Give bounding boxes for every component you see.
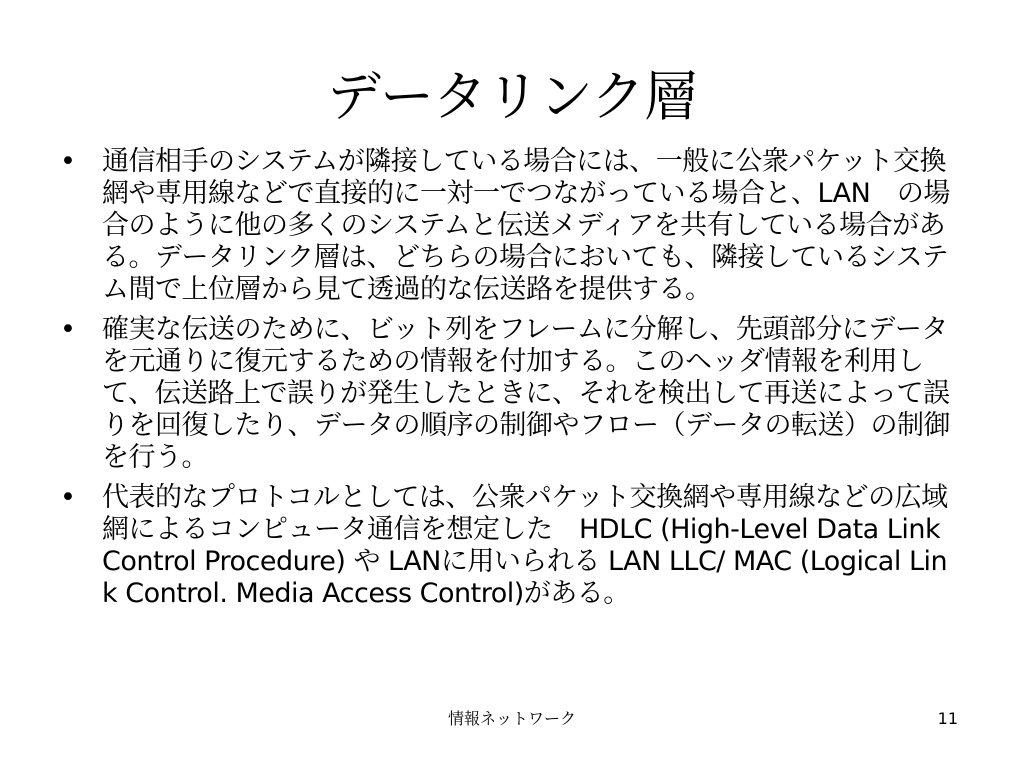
bullet-text-3: 代表的なプロトコルとしては、公衆パケット交換網や専用線などの広域網によるコンピュータ通信を想定した HDLC (High-Level Data Link Control Procedure) や LANに用いられる LAN LLC/ MAC (Logical Link Control. Media Access Control)がある。 (102, 482, 948, 609)
footer-course-title: 情報ネットワーク (447, 709, 576, 728)
footer-page-number: 11 (937, 709, 958, 728)
bullet-item-2 (58, 314, 958, 474)
slide-title: データリンク層 (327, 65, 697, 128)
bullet-dot-icon: • (60, 314, 76, 345)
bullet-item-3 (58, 482, 958, 610)
bullet-text-1: 通信相手のシステムが隣接している場合には、一般に公衆パケット交換網や専用線などで直接的に一対一でつながっている場合と、LAN の場合のように他の多くのシステムと伝送メディアを共有している場合がある。データリンク層は、どちらの場合においても、隣接しているシステム間で上位層から見て透過的な伝送路を提供する。 (102, 146, 950, 305)
bullet-item-1 (58, 146, 958, 306)
bullet-dot-icon: • (60, 146, 76, 177)
bullet-text-2: 確実な伝送のために、ビット列をフレームに分解し、先頭部分にデータを元通りに復元するための情報を付加する。このヘッダ情報を利用して、伝送路上で誤りが発生したときに、それを検出して再送によって誤りを回復したり、データの順序の制御やフロー（データの転送）の制御を行う。 (102, 314, 950, 473)
bullet-dot-icon: • (60, 482, 76, 513)
bullet-list (58, 146, 958, 618)
